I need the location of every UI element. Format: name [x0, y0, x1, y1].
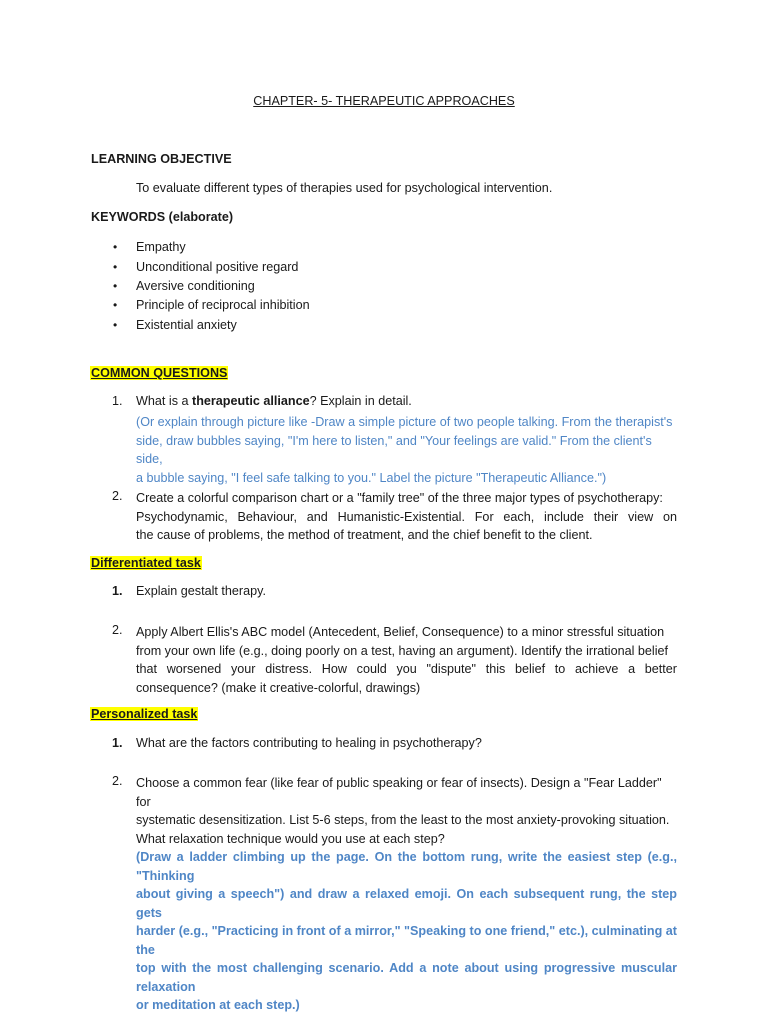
- keyword-item: Empathy: [136, 240, 186, 254]
- question-number: 1.: [112, 736, 123, 750]
- page-title: CHAPTER- 5- THERAPEUTIC APPROACHES: [253, 94, 515, 108]
- keyword-item: Unconditional positive regard: [136, 260, 299, 274]
- bullet-icon: •: [113, 279, 118, 293]
- bullet-icon: •: [113, 240, 118, 254]
- common-question-1: What is a therapeutic alliance? Explain in detail.: [136, 394, 412, 408]
- differentiated-task-heading: Differentiated task: [91, 556, 201, 570]
- common-question-1-note: (Or explain through picture like -Draw a simple picture of two people talking. From the therapist's side, draw bubbles saying, "I'm here to listen," and "Your feelings are valid." From the client's side, a bubble saying, "I feel safe talking to you." Label the picture "Therapeutic Alliance."): [136, 415, 673, 485]
- personalized-question-1: What are the factors contributing to healing in psychotherapy?: [136, 736, 482, 750]
- term-therapeutic-alliance: therapeutic alliance: [192, 394, 310, 408]
- question-number: 2.: [112, 623, 123, 637]
- question-number: 2.: [112, 774, 123, 788]
- common-questions-heading: COMMON QUESTIONS: [91, 366, 228, 380]
- bullet-icon: •: [113, 260, 118, 274]
- bullet-icon: •: [113, 298, 118, 312]
- keyword-item: Principle of reciprocal inhibition: [136, 298, 310, 312]
- keyword-item: Aversive conditioning: [136, 279, 255, 293]
- differentiated-question-1: Explain gestalt therapy.: [136, 584, 266, 598]
- keyword-item: Existential anxiety: [136, 318, 237, 332]
- personalized-question-2: Choose a common fear (like fear of public speaking or fear of insects). Design a "Fear Ladder" for systematic desensitization. List 5-6 steps, from the least to the most anxiety-provoking situation. What relaxation technique would you use at each step? (Draw a ladder climbing up the page. On the bottom rung, write the easiest step (e.g., "Thinking about giving a speech") and draw a relaxed emoji. On each subsequent rung, the step gets harder (e.g., "Practicing in front of a mirror," "Speaking to one friend," etc.), culminating at the top with the most challenging scenario. Add a note about using progressive muscular relaxation or meditation at each step.): [136, 774, 677, 1015]
- question-number: 2.: [112, 489, 123, 503]
- learning-objective-heading: LEARNING OBJECTIVE: [91, 152, 232, 166]
- differentiated-question-2: Apply Albert Ellis's ABC model (Antecedent, Belief, Consequence) to a minor stressful situation from your own life (e.g., doing poorly on a test, having an argument). Identify the irrational belief that worsened your distress. How could you "dispute" this belief to achieve a better consequence? (make it creative-colorful, drawings): [136, 625, 677, 695]
- personalized-question-2-note: (Draw a ladder climbing up the page. On the bottom rung, write the easiest step (e.g., "Thinking about giving a speech") and draw a relaxed emoji. On each subsequent rung, the step gets harder (e.g., "Practicing in front of a mirror," "Speaking to one friend," etc.), culminating at the top with the most challenging scenario. Add a note about using progressive muscular relaxation or meditation at each step.): [136, 850, 678, 1012]
- personalized-task-heading: Personalized task: [91, 707, 198, 721]
- common-question-2: Create a colorful comparison chart or a "family tree" of the three major types of psychotherapy: Psychodynamic, Behaviour, and Humanistic-Existential. For each, include their view on the cause of problems, the method of treatment, and the chief benefit to the client.: [136, 491, 677, 542]
- bullet-icon: •: [113, 318, 118, 332]
- question-number: 1.: [112, 584, 123, 598]
- keywords-heading: KEYWORDS (elaborate): [91, 210, 234, 224]
- learning-objective-text: To evaluate different types of therapies used for psychological intervention.: [136, 181, 553, 195]
- question-number: 1.: [112, 394, 123, 408]
